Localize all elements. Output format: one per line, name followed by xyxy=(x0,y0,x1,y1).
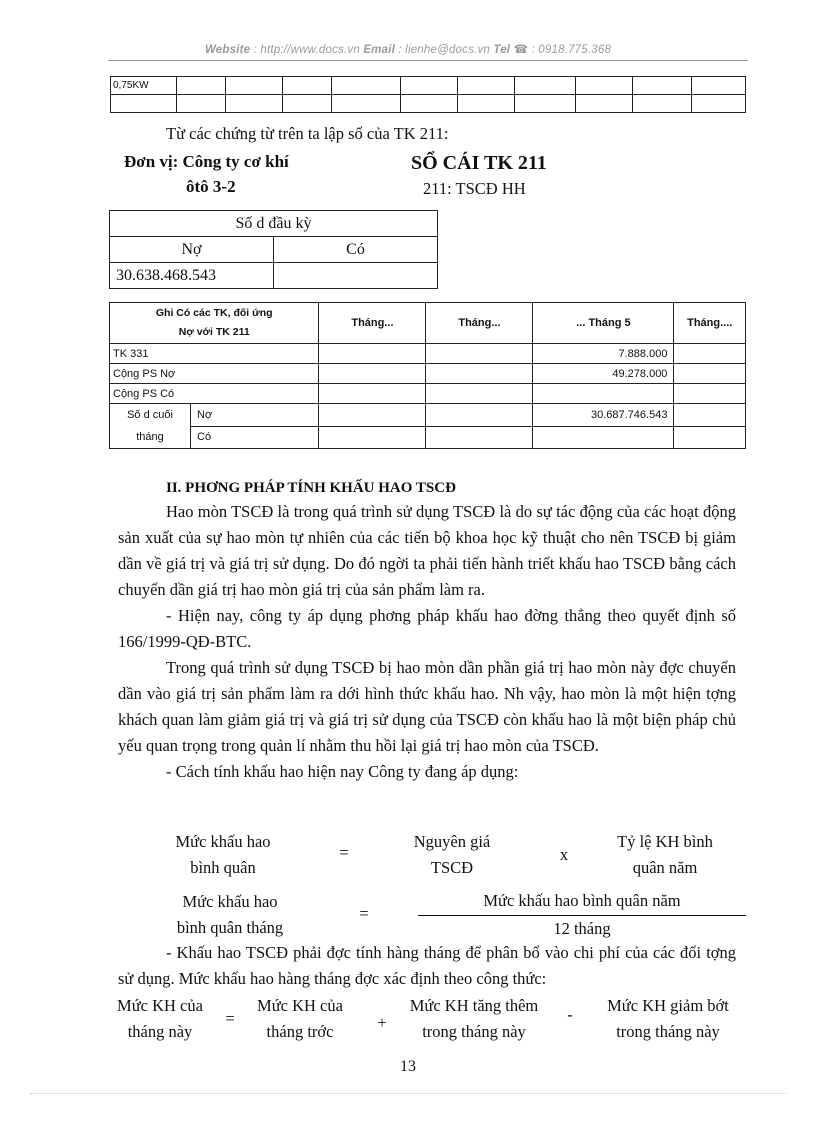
page-header xyxy=(0,42,816,56)
ledger-table xyxy=(109,302,746,449)
row-label: Cộng PS Có xyxy=(110,384,319,404)
formula1-term2: Tỷ lệ KH bình quân năm xyxy=(617,832,713,877)
section-title: II. PHƠNG PHÁP TÍNH KHẤU HAO TSCĐ xyxy=(166,480,456,496)
page-number: 13 xyxy=(400,1058,416,1075)
closing-debit-label: Nợ xyxy=(191,404,319,427)
paragraph-1: Hao mòn TSCĐ là trong quá trình sử dụng TSCĐ là do sự tác động của các hoạt động sản xuất của sự hao mòn tự nhiên của các tiến bộ khoa học kỹ thuật cho nên TSCĐ bị giảm dần về giá trị và giá trị sử dụng. Do đó ngời ta phải tiến hành triết khấu hao TSCĐ bằng cách chuyển dần giá trị hao mòn giá trị của sản phẩm làm ra. xyxy=(118,502,736,599)
table-row xyxy=(110,404,746,427)
table-row xyxy=(110,364,746,384)
unit-line1: Đơn vị: Công ty cơ khí xyxy=(124,152,289,171)
paragraph-5: - Khấu hao TSCĐ phải đợc tính hàng tháng để phân bổ vào chi phí của các đối tợng sử dụng. Mức khấu hao hàng tháng đợc xác định theo công thức: xyxy=(118,943,736,988)
paragraph-3: Trong quá trình sử dụng TSCĐ bị hao mòn dần phần giá trị hao mòn này đợc chuyển dần vào giá trị sản phẩm làm ra dới hình thức khấu hao. Nh vậy, hao mòn là một hiện tợng khách quan làm giảm giá trị và giá trị sử dụng của TSCĐ còn khấu hao là một biện pháp chủ yếu quan trọng trong quản lí nhằm thu hồi lại giá trị hao mòn của TSCĐ. xyxy=(118,658,736,755)
debit-label: Nợ xyxy=(110,237,274,263)
row-value: 7.888.000 xyxy=(533,344,674,364)
opening-balance-table xyxy=(109,210,438,289)
body-text xyxy=(118,499,736,785)
closing-label-cell xyxy=(110,404,191,449)
closing-credit-label: Có xyxy=(191,426,319,449)
row-label: TK 331 xyxy=(110,344,319,364)
header-account-cell xyxy=(110,303,319,344)
debit-value: 30.638.468.543 xyxy=(110,263,274,289)
header-month-1: Tháng... xyxy=(319,303,426,344)
paragraph-2: - Hiện nay, công ty áp dụng phơng pháp khấu hao đờng thẳng theo quyết định số 166/1999-QĐ-BTC. xyxy=(118,606,736,651)
table-header-row xyxy=(110,303,746,344)
formula2-denominator: 12 tháng xyxy=(553,919,611,938)
body-text-2 xyxy=(118,940,736,992)
formula3-lhs: Mức KH của tháng này xyxy=(117,996,203,1041)
table-row xyxy=(110,384,746,404)
header-month-2: Tháng... xyxy=(426,303,533,344)
table-row xyxy=(110,344,746,364)
header-account-line2: Nợ với TK 211 xyxy=(178,326,250,338)
top-table xyxy=(110,76,746,113)
unit-line2: ôtô 3-2 xyxy=(186,177,236,196)
tel-value: ☎ : 0918.775.368 xyxy=(510,44,612,56)
formula1-times: x xyxy=(559,845,569,864)
table-row xyxy=(110,263,438,289)
formula3-equals: = xyxy=(225,1009,235,1028)
paragraph-4: - Cách tính khấu hao hiện nay Công ty đang áp dụng: xyxy=(166,762,519,781)
ledger-subtitle: 211: TSCĐ HH xyxy=(423,179,526,198)
formula1-equals: = xyxy=(339,843,349,862)
formula3-minus: - xyxy=(567,1005,573,1024)
email-value: : lienhe@docs.vn xyxy=(395,44,494,56)
closing-label-line1: Số d cuối xyxy=(127,409,173,421)
formula3-term1: Mức KH của tháng trớc xyxy=(257,996,343,1041)
tel-label: Tel xyxy=(493,44,511,56)
formula3-plus: + xyxy=(377,1013,387,1032)
formula1-term1: Nguyên giá TSCĐ xyxy=(413,832,491,877)
formula2-numerator: Mức khấu hao bình quân năm xyxy=(483,891,681,910)
opening-balance-header: Số d đầu kỳ xyxy=(110,211,438,237)
formula1-lhs: Mức khấu hao bình quân xyxy=(175,832,271,877)
formula3-term2: Mức KH tăng thêm trong tháng này xyxy=(409,996,539,1041)
header-month-4: Tháng.... xyxy=(674,303,746,344)
formula2-lhs: Mức khấu hao bình quân tháng xyxy=(176,892,284,937)
footer-rule xyxy=(30,1093,786,1094)
table-row xyxy=(110,237,438,263)
ledger-title: SỔ CÁI TK 211 xyxy=(411,152,547,174)
table-row xyxy=(111,95,746,113)
table-row xyxy=(110,426,746,449)
row-value: 49.278.000 xyxy=(533,364,674,384)
credit-label: Có xyxy=(274,237,438,263)
row-label: Cộng PS Nợ xyxy=(110,364,319,384)
table-row xyxy=(111,77,746,95)
header-month-5: ... Tháng 5 xyxy=(533,303,674,344)
closing-label-line2: tháng xyxy=(136,431,164,443)
credit-value xyxy=(274,263,438,289)
table-row xyxy=(110,211,438,237)
formula3-term3: Mức KH giảm bớt trong tháng này xyxy=(607,996,729,1041)
intro-line: Từ các chứng từ trên ta lập sổ của TK 211: xyxy=(166,124,449,143)
website-value: : http://www.docs.vn xyxy=(250,44,364,56)
website-label: Website xyxy=(204,44,251,56)
email-label: Email xyxy=(363,44,395,56)
formula2-equals: = xyxy=(359,904,369,923)
closing-debit-value: 30.687.746.543 xyxy=(533,404,674,427)
header-account-line1: Ghi Có các TK, đối ứng xyxy=(155,307,273,319)
table-cell: 0,75KW xyxy=(111,77,177,95)
header-rule xyxy=(108,60,748,61)
